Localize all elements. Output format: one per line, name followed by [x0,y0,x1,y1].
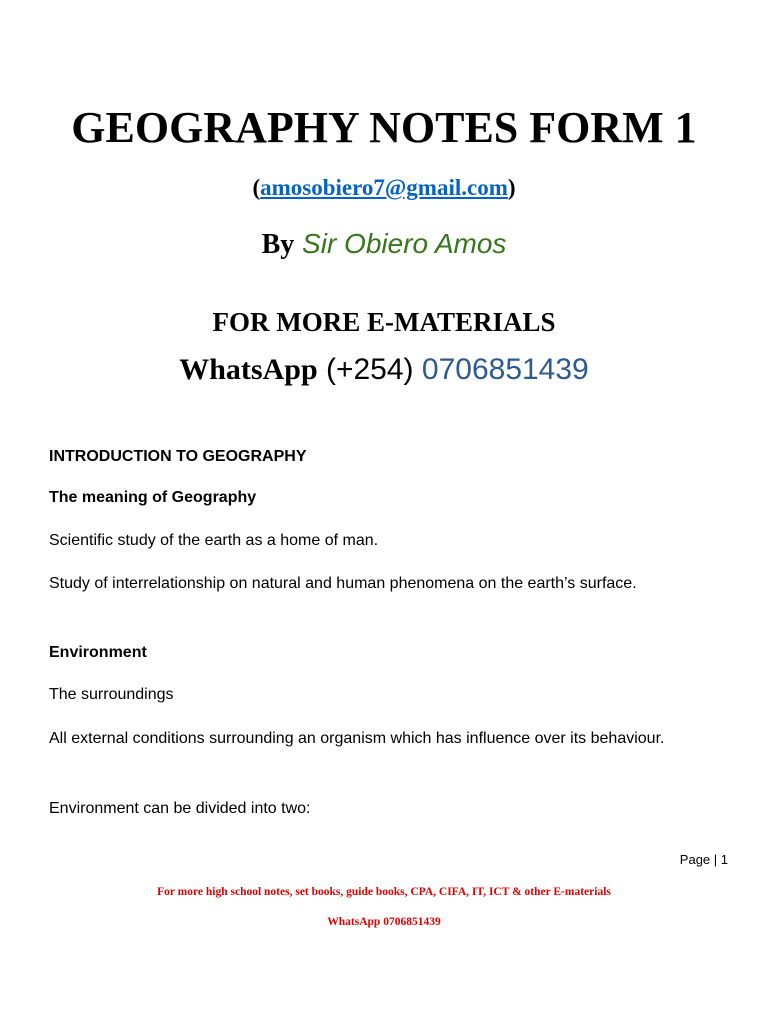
author-name: Sir Obiero Amos [302,228,507,259]
whatsapp-country-code: (+254) [325,353,414,386]
document-title: GEOGRAPHY NOTES FORM 1 [71,103,697,152]
footer-whatsapp: WhatsApp 0706851439 [327,916,441,928]
environment-definition-3: Environment can be divided into two: [49,800,311,817]
whatsapp-number: 0706851439 [421,353,589,386]
environment-definition-1: The surroundings [49,686,174,703]
whatsapp-line [0,348,768,392]
email-close-paren: ) [507,175,516,200]
meaning-definition-1: Scientific study of the earth as a home of man. [49,532,379,549]
footer-promo: For more high school notes, set books, guide books, CPA, CIFA, IT, ICT & other E-materials [157,886,611,898]
email-link[interactable]: amosobiero7@gmail.com [260,175,508,200]
more-materials-heading: FOR MORE E-MATERIALS [212,307,556,337]
whatsapp-label: WhatsApp [179,353,318,386]
meaning-heading: The meaning of Geography [49,489,257,506]
environment-definition-2: All external conditions surrounding an organism which has influence over its behaviour. [49,730,665,747]
by-label: By [261,229,295,260]
page-number: Page | 1 [679,852,728,867]
meaning-definition-2: Study of interrelationship on natural and human phenomena on the earth’s surface. [49,575,637,592]
section-heading: INTRODUCTION TO GEOGRAPHY [49,448,307,465]
email-open-paren: ( [252,175,261,200]
environment-heading: Environment [49,644,147,661]
email-line [0,172,768,204]
author-line [0,224,768,265]
